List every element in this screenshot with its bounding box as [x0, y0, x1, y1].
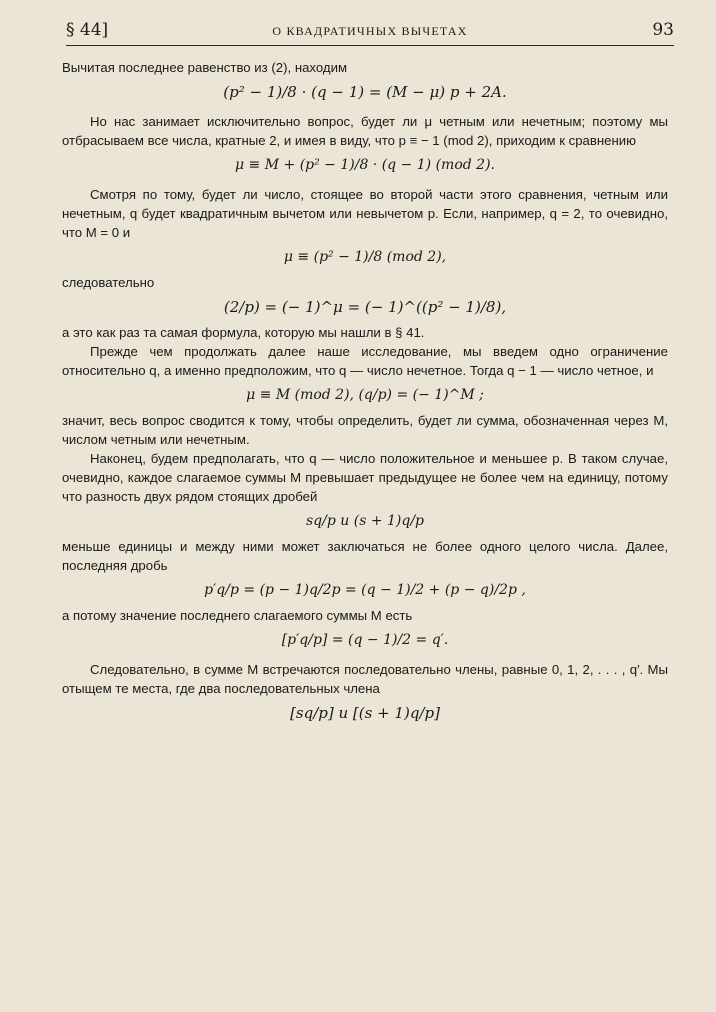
equation: μ ≡ M + (p² − 1)/8 · (q − 1) (mod 2). [235, 157, 495, 173]
running-title: О КВАДРАТИЧНЫХ ВЫЧЕТАХ [272, 24, 468, 38]
paragraph: меньше единицы и между ними может заключаться не более одного целого числа. Далее, последняя дробь [62, 539, 668, 573]
equation: μ ≡ (p² − 1)/8 (mod 2), [283, 249, 447, 265]
page-body [62, 58, 668, 729]
section-number: § 44] [66, 20, 109, 40]
paragraph: Вычитая последнее равенство из (2), находим [62, 60, 348, 75]
paragraph: Но нас занимает исключительно вопрос, будет ли μ четным или нечетным; поэтому мы отбрасываем все числа, кратные 2, и имея в виду, что p ≡ − 1 (mod 2), приходим к сравнению [62, 114, 668, 148]
equation: μ ≡ M (mod 2), (q/p) = (− 1)^M ; [246, 387, 484, 403]
paragraph: Смотря по тому, будет ли число, стоящее во второй части этого сравнения, четным или нечетным, q будет квадратичным вычетом или невычетом p. Если, например, q = 2, то очевидно, что M = 0 и [62, 187, 668, 240]
header-rule [66, 45, 674, 46]
equation: [p′q/p] = (q − 1)/2 = q′. [281, 632, 449, 648]
paragraph: значит, весь вопрос сводится к тому, чтобы определить, будет ли сумма, обозначенная через M, числом четным или нечетным. [62, 413, 668, 447]
equation: [sq/p] и [(s + 1)q/p] [290, 704, 440, 722]
running-header [66, 20, 674, 48]
paragraph: следовательно [62, 275, 155, 290]
equation: p′q/p = (p − 1)q/2p = (q − 1)/2 + (p − q)/2p , [204, 582, 526, 598]
paragraph: Следовательно, в сумме M встречаются последовательно члены, равные 0, 1, 2, . . . , q′. Мы отыщем те места, где два последовательных члена [62, 662, 668, 696]
page-number: 93 [652, 20, 674, 40]
paragraph: а потому значение последнего слагаемого суммы M есть [62, 608, 413, 623]
equation: (p² − 1)/8 · (q − 1) = (M − μ) p + 2A. [223, 83, 507, 101]
equation: sq/p и (s + 1)q/p [305, 513, 425, 529]
paragraph: Прежде чем продолжать далее наше исследование, мы введем одно ограничение относительно q, а именно предположим, что q — число нечетное. Тогда q − 1 — число четное, и [62, 344, 668, 378]
paragraph: а это как раз та самая формула, которую мы нашли в § 41. [62, 325, 425, 340]
equation: (2/p) = (− 1)^μ = (− 1)^((p² − 1)/8), [223, 298, 507, 316]
paragraph: Наконец, будем предполагать, что q — число положительное и меньшее p. В таком случае, очевидно, каждое слагаемое суммы M превышает предыдущее не более чем на единицу, потому что разность двух рядом стоящих дробей [62, 451, 668, 504]
